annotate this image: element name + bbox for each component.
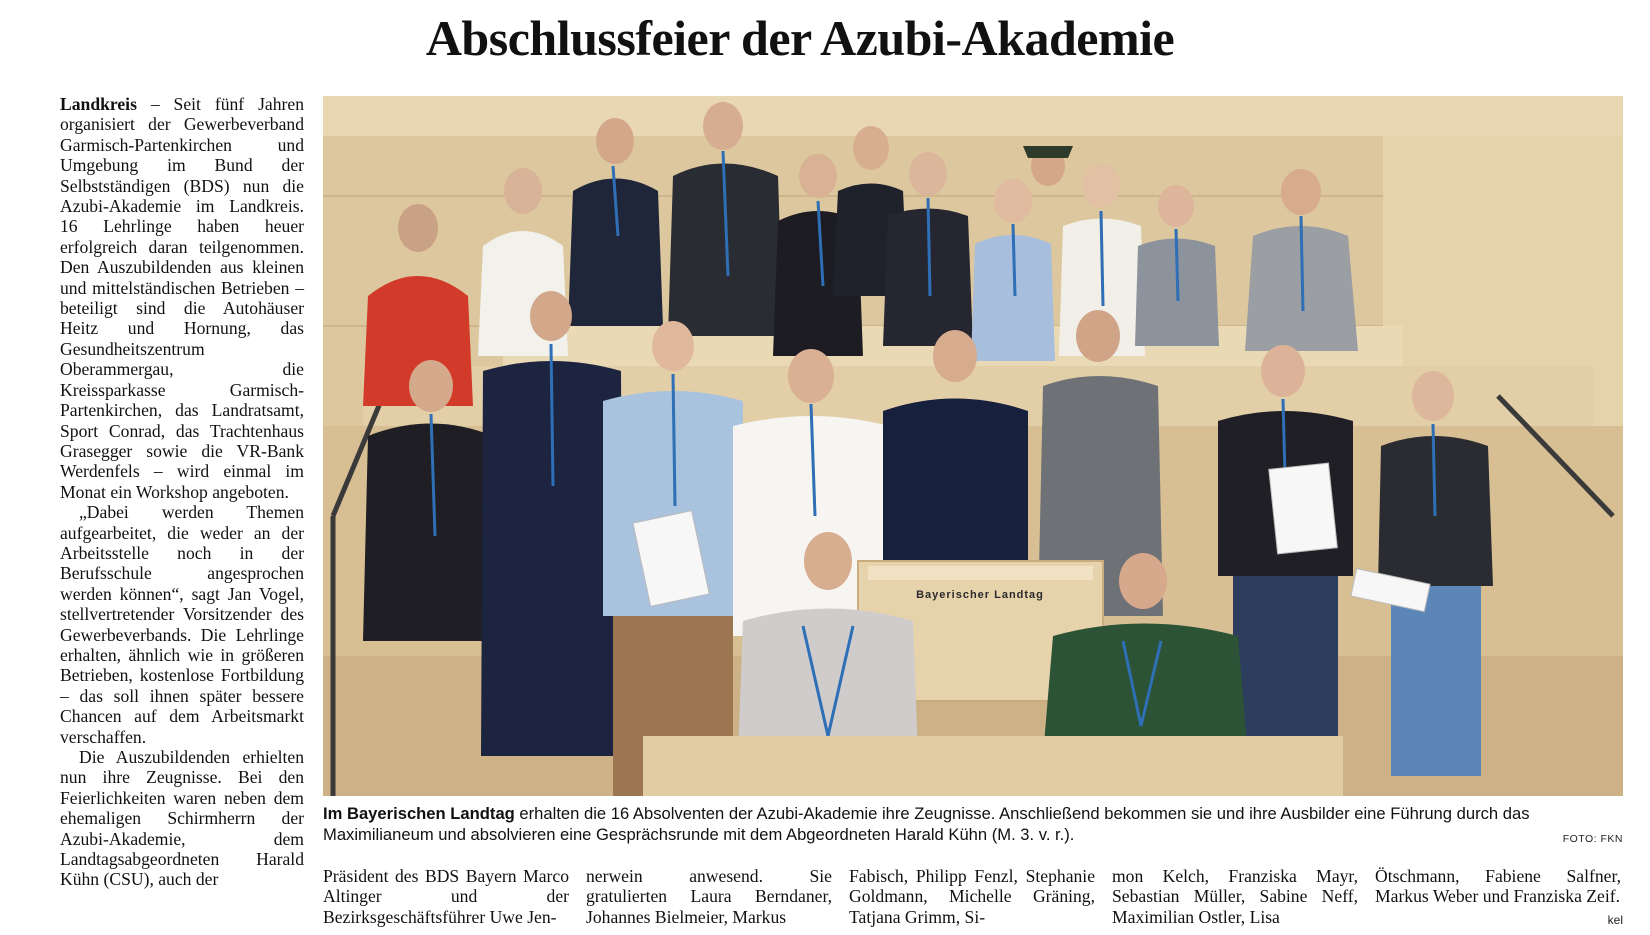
left-text-column <box>60 94 304 890</box>
bottom-column-3 <box>849 866 1095 927</box>
paragraph-1 <box>60 94 304 502</box>
bottom-column-2 <box>586 866 832 927</box>
paragraph-2: „Dabei werden Themen aufgearbeitet, die weder an der Arbeitsstelle noch in der Berufsschule angesprochen werden können“, sagt Jan Vogel, stellvertretender Vorsitzender des Gewerbeverbands. Die Lehrlinge erhalten, ähnlich wie in größeren Betrieben, kostenlose Fortbildung – das soll ihnen später bessere Chancen auf dem Arbeitsmarkt verschaffen. <box>60 502 304 747</box>
bottom-column-3-text: Fabisch, Philipp Fenzl, Stephanie Goldmann, Michelle Gräning, Tatjana Grimm, Si- <box>849 866 1095 927</box>
bottom-column-5 <box>1375 866 1621 907</box>
bottom-column-5-text: Ötschmann, Fabiene Salfner, Markus Weber und Franziska Zeif. <box>1375 866 1621 907</box>
caption-lead: Im Bayerischen Landtag <box>323 804 515 823</box>
bottom-column-1-text: Präsident des BDS Bayern Marco Altinger und der Bezirksgeschäftsführer Uwe Jen- <box>323 866 569 927</box>
bottom-column-4 <box>1112 866 1358 927</box>
photo-credit: FOTO: FKN <box>1562 833 1623 845</box>
bottom-column-4-text: mon Kelch, Franziska Mayr, Sebastian Müller, Sabine Neff, Maximilian Ostler, Lisa <box>1112 866 1358 927</box>
paragraph-1-text: – Seit fünf Jahren organisiert der Gewerbeverband Garmisch-Partenkirchen und Umgebung im Bund der Selbstständigen (BDS) nun die Azubi-Akademie im Landkreis. 16 Lehrlinge haben heuer erfolgreich daran teilgenommen. Den Auszubildenden aus kleinen und mittelständischen Betrieben – beteiligt sind die Autohäuser Heitz und Hornung, das Gesundheitszentrum Oberammergau, die Kreissparkasse Garmisch-Partenkirchen, das Landratsamt, Sport Conrad, das Trachtenhaus Grasegger sowie die VR-Bank Werdenfels – wird einmal im Monat ein Workshop angeboten. <box>60 94 304 502</box>
group-photo <box>323 96 1623 796</box>
bottom-column-2-text: nerwein anwesend. Sie gratulierten Laura Berndaner, Johannes Bielmeier, Markus <box>586 866 832 927</box>
lectern-label: Bayerischer Landtag <box>916 589 1044 601</box>
group-photo-illustration <box>323 96 1623 796</box>
bottom-column-1 <box>323 866 569 927</box>
article-headline: Abschlussfeier der Azubi-Akademie <box>425 10 1175 66</box>
caption-text: erhalten die 16 Absolventen der Azubi-Akademie ihre Zeugnisse. Anschließend bekommen sie und ihre Ausbilder eine Führung durch das Maximilianeum und absolvieren eine Gesprächsrunde mit dem Abgeordneten Harald Kühn (M. 3. v. r.). <box>323 804 1530 844</box>
dateline: Landkreis <box>60 94 137 114</box>
paragraph-3: Die Auszubildenden erhielten nun ihre Zeugnisse. Bei den Feierlichkeiten waren neben dem ehemaligen Schirmherrn der Azubi-Akademie, dem Landtagsabgeordneten Harald Kühn (CSU), auch der <box>60 747 304 890</box>
photo-caption <box>323 803 1623 845</box>
author-tag: kel <box>1607 913 1623 927</box>
